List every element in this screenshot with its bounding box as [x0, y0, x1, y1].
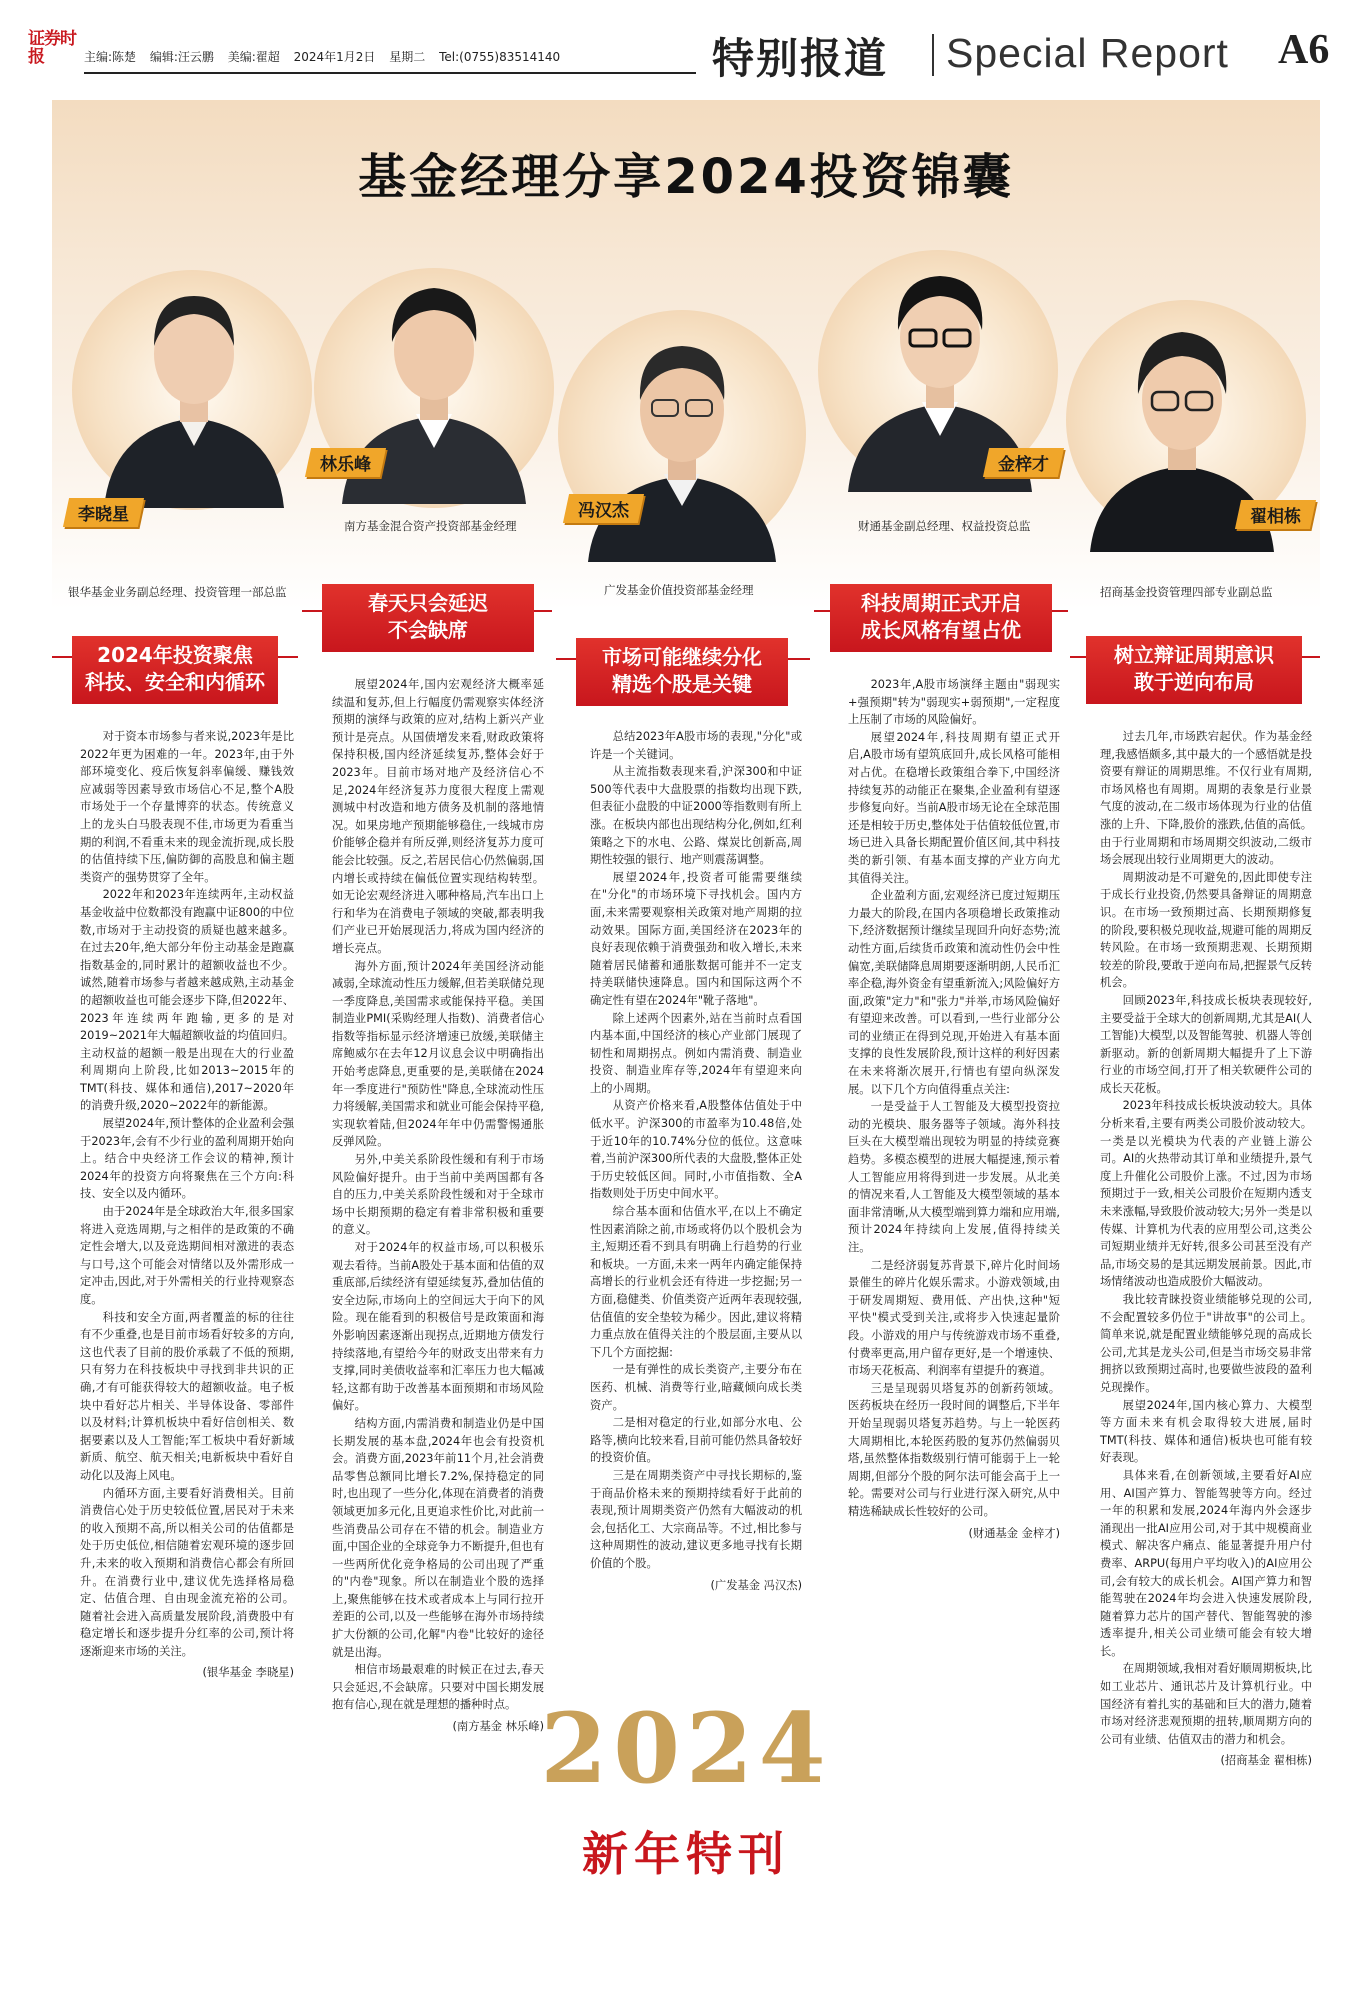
- paragraph: 我比较青睐投资业绩能够兑现的公司,不会配置较多仍位于"讲故事"的公司上。简单来说,就是配置业绩能够兑现的高成长公司,尤其是龙头公司,但是当市场交易非常拥挤以致预期过高时,也要做些波段的盈利兑现操作。: [1100, 1293, 1312, 1394]
- paragraph: 过去几年,市场跌宕起伏。作为基金经理,我感悟颇多,其中最大的一个感悟就是投资要有辩证的周期思维。不仅行业有周期,市场风格也有周期。周期的表象是行业景气度的波动,在二级市场体现为行业的估值涨的上升、下降,股价的涨跌,估值的高低。由于行业周期和市场周期交织波动,二级市场会展现出较行业周期更大的波动。: [1100, 730, 1312, 867]
- paragraph: 展望2024年,预计整体的企业盈利会强于2023年,会有不少行业的盈利周期开始向上。结合中央经济工作会议的精神,预计2024年的投资方向将聚焦在三个方向:科技、安全以及内循环。: [80, 1117, 294, 1201]
- paragraph: 相信市场最艰难的时候正在过去,春天只会延迟,不会缺席。只要对中国长期发展抱有信心,现在就是理想的播种时点。: [332, 1663, 544, 1712]
- paragraph: 二是经济弱复苏背景下,碎片化时间场景催生的碎片化娱乐需求。小游戏领域,由于研发周期短、费用低、产出快,这种"短平快"模式受到关注,或将步入快速起量阶段。小游戏的用户与传统游戏市场不重叠,付费率更高,用户留存更好,是一个增速快、市场天花板高、利润率有望提升的赛道。: [848, 1258, 1060, 1378]
- paragraph: 2022年和2023年连续两年,主动权益基金收益中位数都没有跑赢中证800的中位数,市场对于主动投资的质疑也越来越多。在过去20年,绝大部分年份主动基金是跑赢指数基金的,同时累计的超额收益也不少。诚然,随着市场参与者越来越成熟,主动基金的超额收益也可能会逐步下降,但2022年、2023年连续两年跑输,更多的是对2019~2021年大幅超额收益的均值回归。主动权益的超额一般是出现在大的行业盈利周期向上阶段,比如2013~2015年的TMT(科技、媒体和通信),2017~2020年的消费升级,2020~2022年的新能源。: [80, 888, 294, 1113]
- newspaper-logo: 证券时报: [28, 29, 76, 67]
- manager-portrait: [94, 250, 294, 508]
- header-rule: [84, 72, 696, 74]
- telephone: Tel:(0755)83514140: [439, 50, 561, 64]
- article-column: [1100, 728, 1312, 1770]
- paragraph: 对于资本市场参与者来说,2023年是比2022年更为困难的一年。2023年,由于外部环境变化、疫后恢复斜率偏缓、赚钱效应减弱等因素导致市场信心不足,整个A股市场处于一个存量博弈的状态。传统意义上的龙头白马股表现不佳,市场更为看重当期的利润,不看重未来的现金流折现,成长股的估值持续下压,偏防御的高股息和偏主题类资产的强势贯穿了全年。: [80, 730, 294, 884]
- section-divider: [932, 34, 934, 76]
- paragraph: 从资产价格来看,A股整体估值处于中低水平。沪深300的市盈率为10.48倍,处于近10年的10.74%分位的低位。这意味着,当前沪深300所代表的大盘股,整体正处于历史较低区间。同时,小市值指数、全A指数则处于历史中间水平。: [590, 1099, 802, 1201]
- paragraph: 2023年,A股市场演绎主题由"弱现实+强预期"转为"弱现实+弱预期",一定程度上压制了市场的风险偏好。: [848, 678, 1060, 727]
- new-year-numeral: 2024: [540, 1692, 832, 1805]
- article-heading: 春天只会延迟 不会缺席: [322, 584, 534, 652]
- manager-name-tag: 林乐峰: [305, 448, 386, 477]
- manager-title: 财通基金副总经理、权益投资总监: [858, 519, 1031, 533]
- paragraph: 回顾2023年,科技成长板块表现较好,主要受益于全球大的创新周期,尤其是AI(人工智能)大模型,以及智能驾驶、机器人等创新驱动。新的创新周期大幅提升了上下游行业的市场空间,打开了相关软硬件公司的成长天花板。: [1100, 993, 1312, 1095]
- article-heading: 2024年投资聚焦 科技、安全和内循环: [72, 636, 278, 704]
- paragraph: 从主流指数表现来看,沪深300和中证500等代表中大盘股票的指数均出现下跌,但表征小盘股的中证2000等指数则有所上涨。在板块内部也出现结构分化,例如,红利策略之下的水电、公路、煤炭比创新高,周期性较强的银行、地产则震荡调整。: [590, 765, 802, 867]
- issue-date: 2024年1月2日: [293, 50, 376, 64]
- paragraph: 海外方面,预计2024年美国经济动能减弱,全球流动性压力缓解,但若美联储兑现一季度降息,美国需求或能保持平稳。美国制造业PMI(采购经理人指数)、消费者信心指数等指标显示经济增速已放缓,美联储主席鲍威尔在去年12月议息会议中明确指出开始考虑降息,更重要的是,美联储在2024年一季度进行"预防性"降息,全球流动性压力将缓解,美国需求和就业可能会保持平稳,实现软着陆,但2024年年中仍需警惕通胀反弹风险。: [332, 959, 544, 1149]
- special-issue-title: 新年特刊: [582, 1827, 790, 1881]
- editor-chief: 主编:陈楚: [84, 50, 137, 64]
- paragraph: 除上述两个因素外,站在当前时点看国内基本面,中国经济的核心产业部门展现了韧性和周期拐点。例如内需消费、制造业投资、制造业库存等,2024年有望迎来向上的小周期。: [590, 1011, 802, 1095]
- paragraph: 二是相对稳定的行业,如部分水电、公路等,横向比较来看,目前可能仍然具备较好的投资价值。: [590, 1416, 802, 1465]
- manager-name-tag: 金梓才: [983, 448, 1064, 477]
- article-column: [80, 728, 294, 1682]
- manager-name-tag: 冯汉杰: [563, 494, 644, 523]
- manager-title: 招商基金投资管理四部专业副总监: [1100, 585, 1273, 599]
- manager-title: 南方基金混合资产投资部基金经理: [344, 519, 517, 533]
- article-heading: 树立辩证周期意识 敢于逆向布局: [1086, 636, 1302, 704]
- paragraph: 另外,中美关系阶段性缓和有利于市场风险偏好提升。由于当前中美两国都有各自的压力,中美关系阶段性缓和对于全球市场中长期预期的稳定有着非常积极和重要的意义。: [332, 1153, 544, 1237]
- paragraph: 一是有弹性的成长类资产,主要分布在医药、机械、消费等行业,暗藏倾向成长类资产。: [590, 1363, 802, 1412]
- article-heading: 市场可能继续分化 精选个股是关键: [576, 638, 788, 706]
- paragraph: 综合基本面和估值水平,在以上不确定性因素消除之前,市场或将仍以个股机会为主,短期还看不到具有明确上行趋势的行业和板块。一方面,未来一两年内确定能保持高增长的行业机会还有待进一步挖掘;另一方面,稳健类、价值类资产近两年表现较强,估值值的安全垫较为稀少。因此,建议将精力重点放在值得关注的个股层面,主要从以下几个方面挖掘:: [590, 1205, 802, 1359]
- section-title-en: Special Report: [946, 30, 1229, 76]
- section-title: 特别报道: [712, 34, 889, 83]
- paragraph: 企业盈利方面,宏观经济已度过短期压力最大的阶段,在国内各项稳增长政策推动下,经济数据预计继续呈现回升向好态势;流动性方面,后续货币政策和流动性仍会中性偏宽,美联储降息周期要逐渐明朗,人民币汇率企稳,海外资金有望重新流入;风险偏好方面,政策"定力"和"张力"并举,市场风险偏好有望迎来改善。可以看到,一些行业部分公司的业绩正在得到兑现,开始进入有基本面支撑的良性发展阶段,预计这样的利好因素在未来将渐次展开,行情也有望向纵深发展。以下几个方向值得重点关注:: [848, 889, 1060, 1096]
- signature: (南方基金 林乐峰): [452, 1720, 544, 1734]
- paragraph: 展望2024年,科技周期有望正式开启,A股市场有望筑底回升,成长风格可能相对占优。在稳增长政策组合拳下,中国经济持续复苏的动能正在聚集,企业盈利有望逐步修复向好。当前A股市场无论在全球范围还是相较于历史,整体处于估值较低位置,市场已进入具备长期配置价值区间,其中科技类的新引领、有基本面支撑的产业方向尤其值得关注。: [848, 730, 1060, 885]
- editor: 编辑:汪云鹏: [149, 50, 214, 64]
- article-column: [590, 728, 802, 1594]
- paragraph: 2023年科技成长板块波动较大。具体分析来看,主要有两类公司股价波动较大。一类是以光模块为代表的产业链上游公司。AI的火热带动其订单和业绩提升,景气度上升催化公司股价上涨。不过,因为市场预期过于一致,相关公司股价在短期内透支未来涨幅,导致股价波动较大;另外一类是以传媒、计算机为代表的应用型公司,这类公司短期业绩并无好转,很多公司甚至没有产品,市场交易的是其远期发展前景。因此,市场情绪波动也造成股价大幅波动。: [1100, 1099, 1312, 1289]
- article-column: [332, 676, 544, 1736]
- paragraph: 在周期领域,我相对看好顺周期板块,比如工业芯片、通讯芯片及计算机行业。中国经济有着扎实的基础和巨大的潜力,随着市场对经济悲观预期的扭转,顺周期方向的公司有业绩、估值双击的潜力和机会。: [1100, 1662, 1312, 1746]
- article-column: [848, 676, 1060, 1542]
- paragraph: 展望2024年,投资者可能需要继续在"分化"的市场环境下寻找机会。国内方面,未来需要观察相关政策对地产周期的拉动效果。国际方面,美国经济在2023年的良好表现依赖于消费强劲和收入增长,未来随着居民储蓄和通胀数据可能并不一定支持美联储快速降息。国内和国际这两个不确定性有望在2024年"靴子落地"。: [590, 870, 802, 1007]
- weekday: 星期二: [389, 50, 426, 64]
- paragraph: 一是受益于人工智能及大模型投资拉动的光模块、服务器等子领域。海外科技巨头在大模型端出现较为明显的持续竞赛趋势。多模态模型的进展大幅提速,预示着人工智能应用将得到进一步发展。从北美的情况来看,人工智能及大模型领域的基本面非常清晰,从大模型端到算力端和应用端,预计2024年持续向上发展,值得持续关注。: [848, 1100, 1060, 1254]
- paragraph: 由于2024年是全球政治大年,很多国家将进入竞选周期,与之相伴的是政策的不确定性会增大,以及竞选期间相对激进的表态与口号,这个可能会对情绪以及外需形成一定冲击,因此,对于外需相关的行业持观察态度。: [80, 1205, 294, 1306]
- paragraph: 周期波动是不可避免的,因此即使专注于成长行业投资,仍然要具备辩证的周期意识。在市场一致预期过高、长期预期修复的阶段,要积极兑现收益,规避可能的周期反转风险。在市场一致预期悲观、长期预期较差的阶段,要敢于逆向布局,把握景气反转机会。: [1100, 870, 1312, 990]
- page-headline: 基金经理分享2024投资锦囊: [358, 149, 1014, 205]
- paragraph: 内循环方面,主要看好消费相关。目前消费信心处于历史较低位置,居民对于未来的收入预期不高,所以相关公司的估值都是处于历史低位,相信随着宏观环境的逐步回升,未来的收入预期和消费信心都会有所回升。在消费行业中,建议优先选择格局稳定、估值合理、自由现金流充裕的公司。随着社会进入高质量发展阶段,消费股中有稳定增长和逐步提升分红率的公司,预计将逐渐迎来市场的关注。: [80, 1486, 294, 1658]
- signature: (广发基金 冯汉杰): [710, 1578, 802, 1592]
- signature: (财通基金 金梓才): [968, 1526, 1060, 1540]
- paragraph: 展望2024年,国内宏观经济大概率延续温和复苏,但上行幅度仍需观察实体经济预期的演绎与政策的应对,结构上新兴产业预计是亮点。从国债增发来看,财政政策将保持积极,国内经济延续复苏,整体会好于2023年。目前市场对地产及经济信心不足,2024年经济复苏力度很大程度上需观测城中村改造和地方债务及机制的落地情况。如果房地产预期能够稳住,一线城市房价能够企稳并有所反弹,则经济复苏力度可能会比较强。反之,若居民信心仍然偏弱,国内增长或持续在偏低位置实现结构转型。如无论宏观经济进入哪种格局,汽车出口上行和华为在消费电子领域的突破,都表明我们产业已开始展现活力,将成为国内经济的增长亮点。: [332, 678, 544, 955]
- paragraph: 具体来看,在创新领域,主要看好AI应用、AI国产算力、智能驾驶等方向。经过一年的积累和发展,2024年海内外会逐步涌现出一批AI应用公司,对于其中规模商业模式、解决客户痛点、能显著提升用户付费率、ARPU(每用户平均收入)的AI应用公司,会有较大的成长机会。AI国产算力和智能驾驶在2024年均会进入快速发展阶段,随着算力芯片的国产替代、智能驾驶的渗透率提升,相关公司业绩可能会有较大增长。: [1100, 1468, 1312, 1658]
- paragraph: 三是在周期类资产中寻找长期标的,鉴于商品价格未来的预期持续看好于此前的表现,预计周期类资产仍然有大幅波动的机会,包括化工、大宗商品等。不过,相比参与这种周期性的波动,建议更多地寻找有长期价值的个股。: [590, 1468, 802, 1570]
- signature: (银华基金 李晓星): [202, 1666, 294, 1680]
- page-number: A6: [1278, 27, 1330, 73]
- manager-title: 银华基金业务副总经理、投资管理一部总监: [68, 585, 287, 599]
- paragraph: 展望2024年,国内核心算力、大模型等方面未来有机会取得较大进展,届时TMT(科技、媒体和通信)板块也可能有较好表现。: [1100, 1398, 1312, 1465]
- article-heading: 科技周期正式开启 成长风格有望占优: [830, 584, 1052, 652]
- signature: (招商基金 翟相栋): [1220, 1754, 1312, 1768]
- manager-name-tag: 翟相栋: [1235, 500, 1316, 529]
- paragraph: 总结2023年A股市场的表现,"分化"或许是一个关键词。: [590, 730, 802, 761]
- manager-title: 广发基金价值投资部基金经理: [604, 583, 754, 597]
- manager-name-tag: 李晓星: [63, 498, 144, 527]
- paragraph: 三是呈现弱贝塔复苏的创新药领域。医药板块在经历一段时间的调整后,下半年开始呈现弱贝塔复苏趋势。与上一轮医药大周期相比,本轮医药股的复苏仍然偏弱贝塔,虽然整体指数级别行情可能弱于上一轮周期,但部分个股的阿尔法可能会高于上一轮。需要对公司与行业进行深入研究,从中精选稀缺成长性较好的公司。: [848, 1381, 1060, 1518]
- editor-info: [84, 48, 570, 65]
- paragraph: 科技和安全方面,两者覆盖的标的往往有不少重叠,也是目前市场看好较多的方向,这也代表了目前的股价承载了不低的预期,只有努力在科技板块中寻找到非共识的正确,才有可能获得较大的超额收益。电子板块中看好芯片相关、半导体设备、零部件以及材料;计算机板块中看好信创相关、数据要素以及人工智能;军工板块中看好新域新质、航空、航天相关;电新板块中看好自动化以及海上风电。: [80, 1310, 294, 1482]
- paragraph: 结构方面,内需消费和制造业仍是中国长期发展的基本盘,2024年也会有投资机会。消费方面,2023年前11个月,社会消费品零售总额同比增长7.2%,保持稳定的同时,也出现了一些分化,体现在消费者的消费领域更加多元化,且更追求性价比,对此前一些消费品公司存在不错的机会。制造业方面,中国企业的全球竞争力不断提升,但也有一些两所优化竞争格局的公司出现了严重的"内卷"现象。所以在制造业个股的选择上,聚焦能够在技术或者成本上与同行拉开差距的公司,以及一些能够在海外市场持续扩大份额的公司,化解"内卷"比较好的途径就是出海。: [332, 1416, 544, 1659]
- paragraph: 对于2024年的权益市场,可以积极乐观去看待。当前A股处于基本面和估值的双重底部,后续经济有望延续复苏,叠加估值的安全边际,市场向上的空间远大于向下的风险。现在能看到的积极信号是政策面和海外影响因素逐渐出现拐点,近期地方债发行持续落地,有望给今年的财政支出带来有力支撑,同时美债收益率和汇率压力也大幅减轻,这都有助于改善基本面预期和市场风险偏好。: [332, 1241, 544, 1413]
- art-editor: 美编:翟超: [227, 50, 280, 64]
